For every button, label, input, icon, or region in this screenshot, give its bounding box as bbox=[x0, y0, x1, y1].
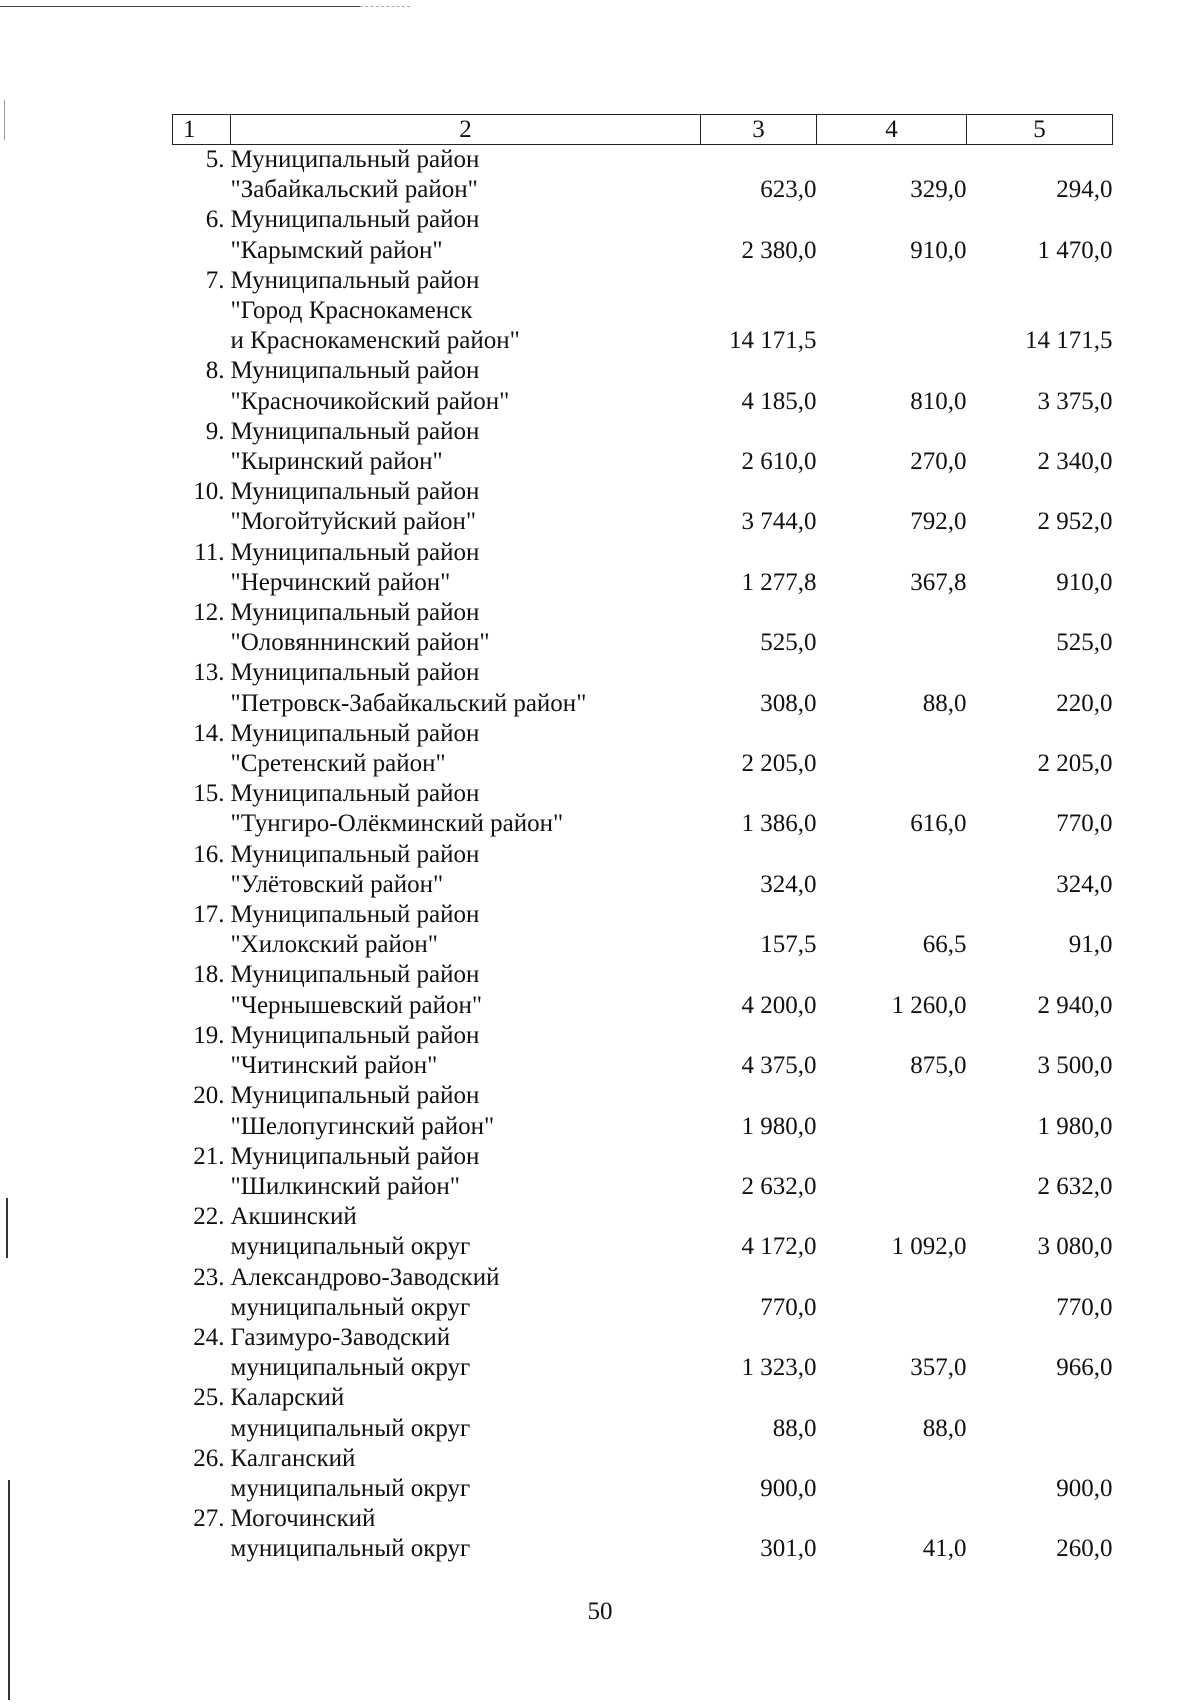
value-c5: 91,0 bbox=[1068, 931, 1113, 959]
value-c5: 324,0 bbox=[1056, 870, 1113, 898]
value-c4: 616,0 bbox=[910, 810, 967, 838]
value-c5: 3 375,0 bbox=[1037, 387, 1113, 415]
value-c3: 1 323,0 bbox=[741, 1354, 817, 1382]
municipality-name bbox=[231, 356, 701, 416]
scan-border-line bbox=[0, 6, 360, 7]
municipality-name-line: Муниципальный район bbox=[230, 901, 480, 929]
row-number: 10. bbox=[193, 478, 225, 506]
municipality-name bbox=[231, 1021, 701, 1081]
table-row bbox=[173, 266, 1113, 357]
municipality-name-line: "Могойтуйский район" bbox=[230, 508, 477, 536]
municipality-name-line: Муниципальный район bbox=[230, 840, 480, 868]
municipality-name bbox=[231, 1444, 701, 1504]
municipality-name-line: Газимуро-Заводский bbox=[230, 1323, 451, 1351]
municipality-name bbox=[231, 205, 701, 265]
value-c5: 770,0 bbox=[1056, 1293, 1113, 1321]
municipality-name-line: Муниципальный район bbox=[230, 1021, 480, 1049]
value-c3: 3 744,0 bbox=[741, 508, 817, 536]
municipality-name bbox=[231, 538, 701, 598]
value-c3: 4 200,0 bbox=[741, 991, 817, 1019]
value-c3: 308,0 bbox=[760, 689, 817, 717]
municipality-name-line: муниципальный округ bbox=[230, 1535, 471, 1563]
row-number: 20. bbox=[193, 1082, 225, 1110]
municipality-name-line: муниципальный округ bbox=[230, 1414, 471, 1442]
scan-edge-mark bbox=[8, 1480, 10, 1700]
table-row bbox=[173, 1444, 1113, 1504]
table-row bbox=[173, 960, 1113, 1020]
table-row bbox=[173, 356, 1113, 416]
value-c3: 2 610,0 bbox=[741, 448, 817, 476]
municipality-name-line: Муниципальный район bbox=[230, 961, 480, 989]
table-body bbox=[173, 145, 1113, 1565]
municipality-name bbox=[231, 598, 701, 658]
row-number: 11. bbox=[194, 538, 225, 566]
municipality-name bbox=[231, 1263, 701, 1323]
value-c4: 270,0 bbox=[910, 448, 967, 476]
page-number: 50 bbox=[587, 1598, 613, 1625]
municipality-name-line: Муниципальный район bbox=[230, 478, 480, 506]
row-number: 15. bbox=[193, 780, 225, 808]
value-c3: 4 172,0 bbox=[741, 1233, 817, 1261]
value-c5: 1 980,0 bbox=[1037, 1112, 1113, 1140]
municipality-name bbox=[231, 266, 701, 357]
row-number: 27. bbox=[193, 1505, 225, 1533]
value-c5: 525,0 bbox=[1056, 629, 1113, 657]
row-number: 9. bbox=[205, 417, 225, 445]
row-number: 25. bbox=[193, 1384, 225, 1412]
row-number: 17. bbox=[193, 901, 225, 929]
table-row bbox=[173, 538, 1113, 598]
value-c3: 301,0 bbox=[760, 1535, 817, 1563]
row-number: 21. bbox=[193, 1142, 225, 1170]
municipality-name bbox=[231, 960, 701, 1020]
value-c4 bbox=[817, 266, 967, 357]
municipality-name-line: Муниципальный район bbox=[230, 146, 480, 173]
scan-border-line bbox=[360, 6, 410, 7]
value-c3: 14 171,5 bbox=[729, 327, 817, 355]
data-table bbox=[172, 114, 1113, 1565]
value-c5: 260,0 bbox=[1056, 1535, 1113, 1563]
value-c4: 875,0 bbox=[910, 1052, 967, 1080]
municipality-name-line: Муниципальный район bbox=[230, 659, 480, 687]
value-c3: 324,0 bbox=[760, 870, 817, 898]
value-c5: 220,0 bbox=[1056, 689, 1113, 717]
municipality-name-line: "Город Краснокаменск bbox=[230, 297, 473, 325]
column-header: 2 bbox=[231, 115, 701, 145]
value-c5: 2 632,0 bbox=[1037, 1172, 1113, 1200]
value-c3: 157,5 bbox=[760, 931, 817, 959]
value-c5: 3 500,0 bbox=[1037, 1052, 1113, 1080]
municipality-name-line: муниципальный округ bbox=[230, 1354, 471, 1382]
value-c5 bbox=[967, 1383, 1113, 1443]
value-c5: 2 952,0 bbox=[1037, 508, 1113, 536]
municipality-name bbox=[231, 1202, 701, 1262]
value-c5: 966,0 bbox=[1056, 1354, 1113, 1382]
row-number: 12. bbox=[193, 599, 225, 627]
row-number: 13. bbox=[193, 659, 225, 687]
table-row bbox=[173, 840, 1113, 900]
row-number: 22. bbox=[193, 1203, 225, 1231]
table-row bbox=[173, 417, 1113, 477]
municipality-name bbox=[231, 1383, 701, 1443]
value-c5: 900,0 bbox=[1056, 1474, 1113, 1502]
row-number: 8. bbox=[205, 357, 225, 385]
municipality-name-line: Каларский bbox=[230, 1384, 345, 1412]
municipality-name-line: Муниципальный район bbox=[230, 780, 480, 808]
row-number: 14. bbox=[193, 719, 225, 747]
municipality-name-line: Муниципальный район bbox=[230, 1142, 480, 1170]
table-row bbox=[173, 1142, 1113, 1202]
municipality-name-line: "Забайкальский район" bbox=[230, 176, 478, 204]
municipality-name-line: "Улётовский район" bbox=[230, 870, 444, 898]
municipality-name bbox=[231, 1323, 701, 1383]
municipality-name-line: "Карымский район" bbox=[230, 236, 443, 264]
value-c5: 770,0 bbox=[1056, 810, 1113, 838]
value-c3: 770,0 bbox=[760, 1293, 817, 1321]
row-number: 7. bbox=[205, 266, 225, 294]
municipality-name-line: Муниципальный район bbox=[230, 538, 480, 566]
row-number: 18. bbox=[193, 961, 225, 989]
municipality-name-line: Муниципальный район bbox=[230, 357, 480, 385]
municipality-name-line: "Читинский район" bbox=[230, 1052, 438, 1080]
municipality-name-line: Муниципальный район bbox=[230, 206, 480, 234]
value-c4 bbox=[817, 840, 967, 900]
value-c4: 810,0 bbox=[910, 387, 967, 415]
municipality-name-line: Муниципальный район bbox=[230, 417, 480, 445]
column-header: 4 bbox=[817, 115, 967, 145]
value-c5: 2 340,0 bbox=[1037, 448, 1113, 476]
municipality-name-line: Могочинский bbox=[230, 1505, 376, 1533]
scan-edge-mark bbox=[4, 100, 5, 140]
row-number: 6. bbox=[205, 206, 225, 234]
value-c4: 88,0 bbox=[922, 1414, 967, 1442]
value-c3: 525,0 bbox=[760, 629, 817, 657]
value-c4: 1 260,0 bbox=[891, 991, 967, 1019]
value-c5: 2 940,0 bbox=[1037, 991, 1113, 1019]
table-row bbox=[173, 477, 1113, 537]
municipality-name bbox=[231, 417, 701, 477]
row-number: 23. bbox=[193, 1263, 225, 1291]
value-c5: 910,0 bbox=[1056, 568, 1113, 596]
municipality-name-line: "Красночикойский район" bbox=[230, 387, 510, 415]
column-header: 3 bbox=[701, 115, 817, 145]
municipality-name-line: Муниципальный район bbox=[230, 266, 480, 294]
value-c4: 357,0 bbox=[910, 1354, 967, 1382]
value-c3: 88,0 bbox=[772, 1414, 817, 1442]
row-number: 24. bbox=[193, 1323, 225, 1351]
header-row bbox=[173, 115, 1113, 145]
table-row bbox=[173, 145, 1113, 206]
municipality-name bbox=[231, 1081, 701, 1141]
municipality-name-line: "Тунгиро-Олёкминский район" bbox=[230, 810, 564, 838]
municipality-name-line: и Краснокаменский район" bbox=[230, 327, 520, 355]
value-c5: 14 171,5 bbox=[1025, 327, 1113, 355]
municipality-name bbox=[231, 477, 701, 537]
table-row bbox=[173, 1504, 1113, 1564]
municipality-name-line: Акшинский bbox=[230, 1203, 357, 1231]
value-c3: 4 185,0 bbox=[741, 387, 817, 415]
municipality-name-line: "Нерчинский район" bbox=[230, 568, 451, 596]
municipality-name-line: "Хилокский район" bbox=[230, 931, 438, 959]
table-row bbox=[173, 779, 1113, 839]
table-row bbox=[173, 900, 1113, 960]
value-c4 bbox=[817, 1081, 967, 1141]
municipality-name bbox=[231, 779, 701, 839]
value-c4: 367,8 bbox=[910, 568, 967, 596]
value-c4: 329,0 bbox=[910, 176, 967, 204]
column-header: 5 bbox=[967, 115, 1113, 145]
municipality-name-line: "Чернышевский район" bbox=[230, 991, 483, 1019]
value-c5: 1 470,0 bbox=[1037, 236, 1113, 264]
value-c3: 1 277,8 bbox=[741, 568, 817, 596]
municipality-name-line: "Сретенский район" bbox=[230, 750, 446, 778]
table-row bbox=[173, 1202, 1113, 1262]
value-c4 bbox=[817, 719, 967, 779]
municipality-name bbox=[231, 145, 701, 206]
municipality-name-line: "Петровск-Забайкальский район" bbox=[230, 689, 587, 717]
value-c3: 1 386,0 bbox=[741, 810, 817, 838]
municipality-name-line: муниципальный округ bbox=[230, 1474, 471, 1502]
table-row bbox=[173, 1021, 1113, 1081]
value-c4: 1 092,0 bbox=[891, 1233, 967, 1261]
municipality-name-line: Калганский bbox=[230, 1444, 356, 1472]
value-c4: 88,0 bbox=[922, 689, 967, 717]
municipality-name-line: Муниципальный район bbox=[230, 599, 480, 627]
row-number: 26. bbox=[193, 1444, 225, 1472]
municipality-name-line: Муниципальный район bbox=[230, 719, 480, 747]
value-c4: 910,0 bbox=[910, 236, 967, 264]
row-number: 19. bbox=[193, 1021, 225, 1049]
value-c4 bbox=[817, 1444, 967, 1504]
municipality-name bbox=[231, 719, 701, 779]
value-c3: 2 205,0 bbox=[741, 750, 817, 778]
value-c5: 294,0 bbox=[1056, 176, 1113, 204]
municipality-name bbox=[231, 840, 701, 900]
municipality-name bbox=[231, 658, 701, 718]
value-c3: 2 632,0 bbox=[741, 1172, 817, 1200]
row-number: 16. bbox=[193, 840, 225, 868]
municipality-name-line: "Кыринский район" bbox=[230, 448, 443, 476]
value-c3: 623,0 bbox=[760, 176, 817, 204]
municipality-name-line: муниципальный округ bbox=[230, 1293, 471, 1321]
value-c5: 3 080,0 bbox=[1037, 1233, 1113, 1261]
value-c3: 4 375,0 bbox=[741, 1052, 817, 1080]
municipality-name bbox=[231, 1504, 701, 1564]
value-c3: 2 380,0 bbox=[741, 236, 817, 264]
value-c4 bbox=[817, 1142, 967, 1202]
column-header: 1 bbox=[173, 115, 231, 145]
municipality-name-line: муниципальный округ bbox=[230, 1233, 471, 1261]
table-row bbox=[173, 1263, 1113, 1323]
value-c4: 792,0 bbox=[910, 508, 967, 536]
municipality-name-line: "Шилкинский район" bbox=[230, 1172, 460, 1200]
value-c4 bbox=[817, 1263, 967, 1323]
scan-edge-mark bbox=[6, 1198, 8, 1258]
municipality-name-line: "Шелопугинский район" bbox=[230, 1112, 495, 1140]
table-row bbox=[173, 1323, 1113, 1383]
table-row bbox=[173, 1383, 1113, 1443]
table-row bbox=[173, 205, 1113, 265]
value-c3: 900,0 bbox=[760, 1474, 817, 1502]
row-number: 5. bbox=[205, 146, 225, 173]
value-c4: 41,0 bbox=[922, 1535, 967, 1563]
table-row bbox=[173, 598, 1113, 658]
value-c5: 2 205,0 bbox=[1037, 750, 1113, 778]
value-c4 bbox=[817, 598, 967, 658]
table-row bbox=[173, 719, 1113, 779]
municipality-name-line: "Оловяннинский район" bbox=[230, 629, 490, 657]
municipality-name bbox=[231, 1142, 701, 1202]
municipality-name-line: Муниципальный район bbox=[230, 1082, 480, 1110]
table-row bbox=[173, 658, 1113, 718]
municipality-name-line: Александрово-Заводский bbox=[230, 1263, 500, 1291]
value-c3: 1 980,0 bbox=[741, 1112, 817, 1140]
table-row bbox=[173, 1081, 1113, 1141]
value-c4: 66,5 bbox=[922, 931, 967, 959]
municipality-name bbox=[231, 900, 701, 960]
